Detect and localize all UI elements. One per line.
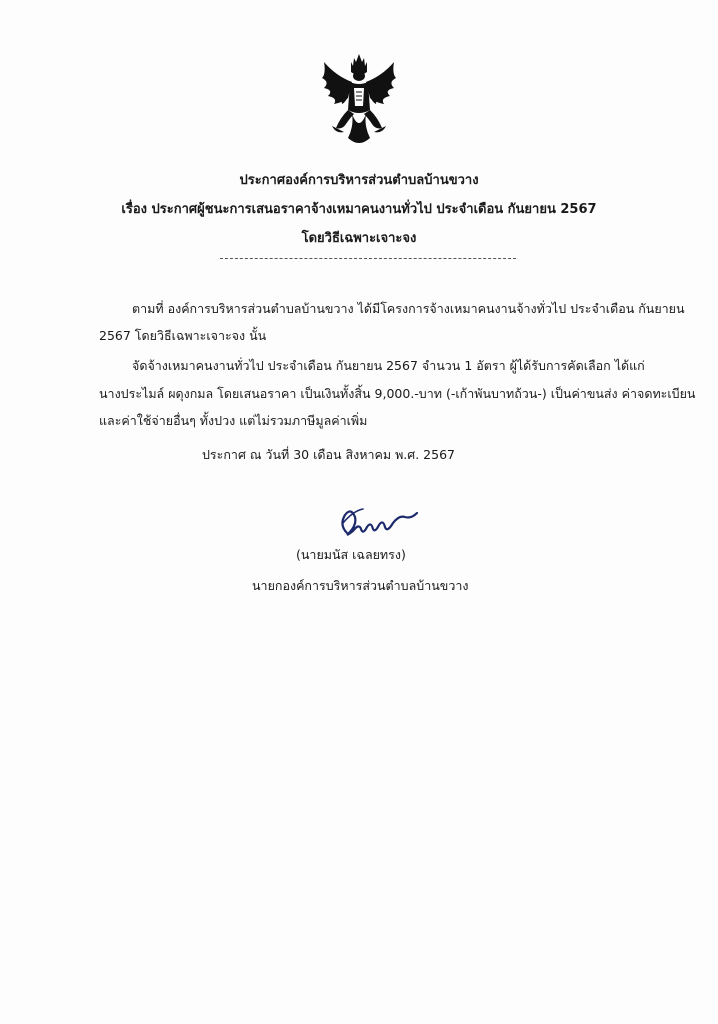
header-divider [220,258,516,259]
paragraph-1-line-1: ตามที่ องค์การบริหารส่วนตำบลบ้านขวาง ได้มีโครงการจ้างเหมาคนงานจ้างทั่วไป ประจำเดือน กันยายน [132,301,685,316]
paragraph-2-line-1: จัดจ้างเหมาคนงานทั่วไป ประจำเดือน กันยายน 2567 จำนวน 1 อัตรา ผู้ได้รับการคัดเลือก ได้แก่ [132,358,645,373]
procurement-method: โดยวิธีเฉพาะเจาะจง [301,231,417,246]
paragraph-2-line-3: และค่าใช้จ่ายอื่นๆ ทั้งปวง แต่ไม่รวมภาษีมูลค่าเพิ่ม [99,413,368,428]
paragraph-2-line-2: นางประไมล์ ผดุงกมล โดยเสนอราคา เป็นเงินทั้งสิ้น 9,000.-บาท (-เก้าพันบาทถ้วน-) เป็นค่าขนส่ง ค่าจดทะเบียน [99,386,696,401]
signer-name: (นายมนัส เฉลยทรง) [296,547,406,562]
signer-title: นายกองค์การบริหารส่วนตำบลบ้านขวาง [252,578,469,593]
announcement-subject: เรื่อง ประกาศผู้ชนะการเสนอราคาจ้างเหมาคนงานทั่วไป ประจำเดือน กันยายน 2567 [121,202,597,217]
paragraph-1-line-2: 2567 โดยวิธีเฉพาะเจาะจง นั้น [99,328,267,343]
signature-icon [333,503,423,543]
announcement-date: ประกาศ ณ วันที่ 30 เดือน สิงหาคม พ.ศ. 2567 [202,447,455,462]
garuda-emblem-icon [318,52,400,152]
announcement-title: ประกาศองค์การบริหารส่วนตำบลบ้านขวาง [239,173,479,188]
